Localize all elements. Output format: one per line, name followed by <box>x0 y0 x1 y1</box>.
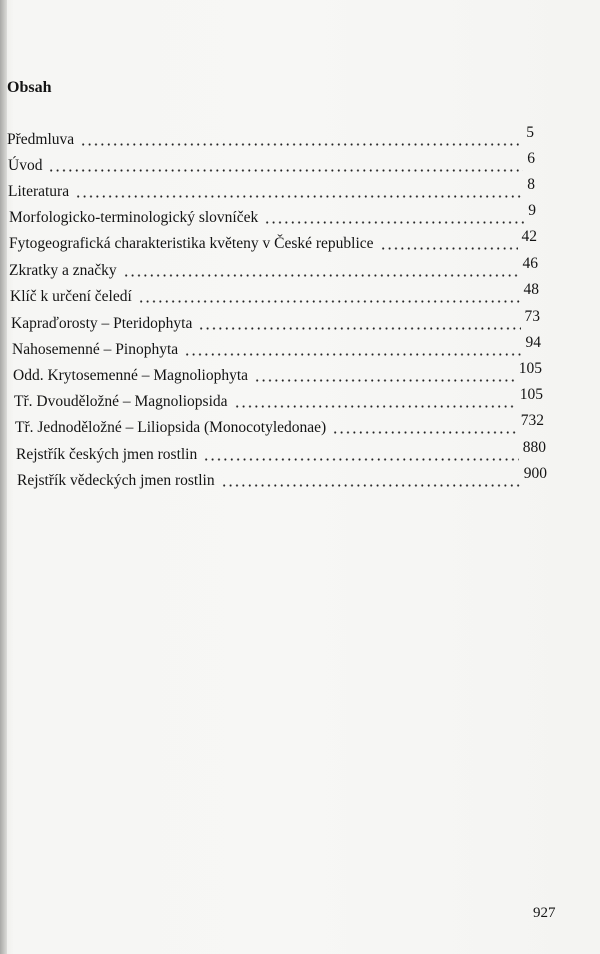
toc-entry-page: 9 <box>528 202 536 219</box>
dot-leader <box>234 405 516 408</box>
toc-entry-label: Fytogeografická charakteristika květeny v České republice <box>9 235 374 252</box>
toc-entry-label: Předmluva <box>7 131 75 148</box>
toc-entry <box>9 256 538 280</box>
toc-entry-label: Zkratky a značky <box>9 262 117 279</box>
toc-entry <box>14 387 543 411</box>
toc-entry-page: 46 <box>522 255 538 272</box>
toc-title: Obsah <box>7 79 52 96</box>
dot-leader <box>123 274 519 277</box>
dot-leader <box>221 484 520 487</box>
dot-leader <box>138 300 520 303</box>
toc-entry-label: Odd. Krytosemenné – Magnoliophyta <box>13 367 249 384</box>
toc-entry-label: Rejstřík českých jmen rostlin <box>16 446 198 463</box>
toc-entry <box>8 177 535 201</box>
toc-entry-page: 6 <box>527 150 535 167</box>
dot-leader <box>264 221 524 224</box>
toc-entry-label: Kapraďorosty – Pteridophyta <box>11 315 193 332</box>
page-number: 927 <box>533 905 556 921</box>
toc-entry <box>12 335 541 359</box>
dot-leader <box>184 353 521 356</box>
toc-entry <box>7 125 534 149</box>
toc-entry-page: 8 <box>527 176 535 193</box>
toc-entry <box>9 229 537 253</box>
toc-entry-page: 48 <box>523 281 539 298</box>
dot-leader <box>203 458 519 461</box>
dot-leader <box>332 431 517 434</box>
toc-entry-label: Tř. Jednoděložné – Liliopsida (Monocotyledonae) <box>15 419 327 436</box>
toc-entry-label: Klíč k určení čeledí <box>10 288 132 305</box>
toc-entry <box>15 413 544 437</box>
toc-entry <box>10 282 539 306</box>
toc-entry-page: 5 <box>526 124 534 141</box>
dot-leader <box>48 169 523 172</box>
dot-leader <box>75 195 523 198</box>
dot-leader <box>254 379 515 382</box>
toc-entry-page: 880 <box>522 439 546 456</box>
toc-entry <box>17 466 547 490</box>
toc-entry-page: 94 <box>525 334 541 351</box>
toc-entry-label: Literatura <box>8 183 70 200</box>
dot-leader <box>380 247 518 250</box>
toc-entry-page: 105 <box>519 386 543 403</box>
toc-entry-page: 42 <box>521 228 537 245</box>
toc-entry-page: 732 <box>520 412 544 429</box>
toc-entry-label: Nahosemenné – Pinophyta <box>12 341 179 358</box>
toc-entry-label: Morfologicko-terminologický slovníček <box>9 209 259 226</box>
toc-entry-label: Rejstřík vědeckých jmen rostlin <box>17 472 215 489</box>
dot-leader <box>198 327 520 330</box>
toc-entry <box>16 440 546 464</box>
toc-entry-label: Tř. Dvouděložné – Magnoliopsida <box>14 393 228 410</box>
toc-entry-page: 73 <box>524 308 540 325</box>
toc-entry-page: 105 <box>518 360 542 377</box>
toc-entry-label: Úvod <box>8 157 43 174</box>
toc-entry <box>8 151 535 175</box>
dot-leader <box>80 143 522 146</box>
toc-entry <box>11 309 540 333</box>
toc-entry-page: 900 <box>523 465 547 482</box>
toc-entry <box>9 203 536 227</box>
toc-entry <box>13 361 542 385</box>
